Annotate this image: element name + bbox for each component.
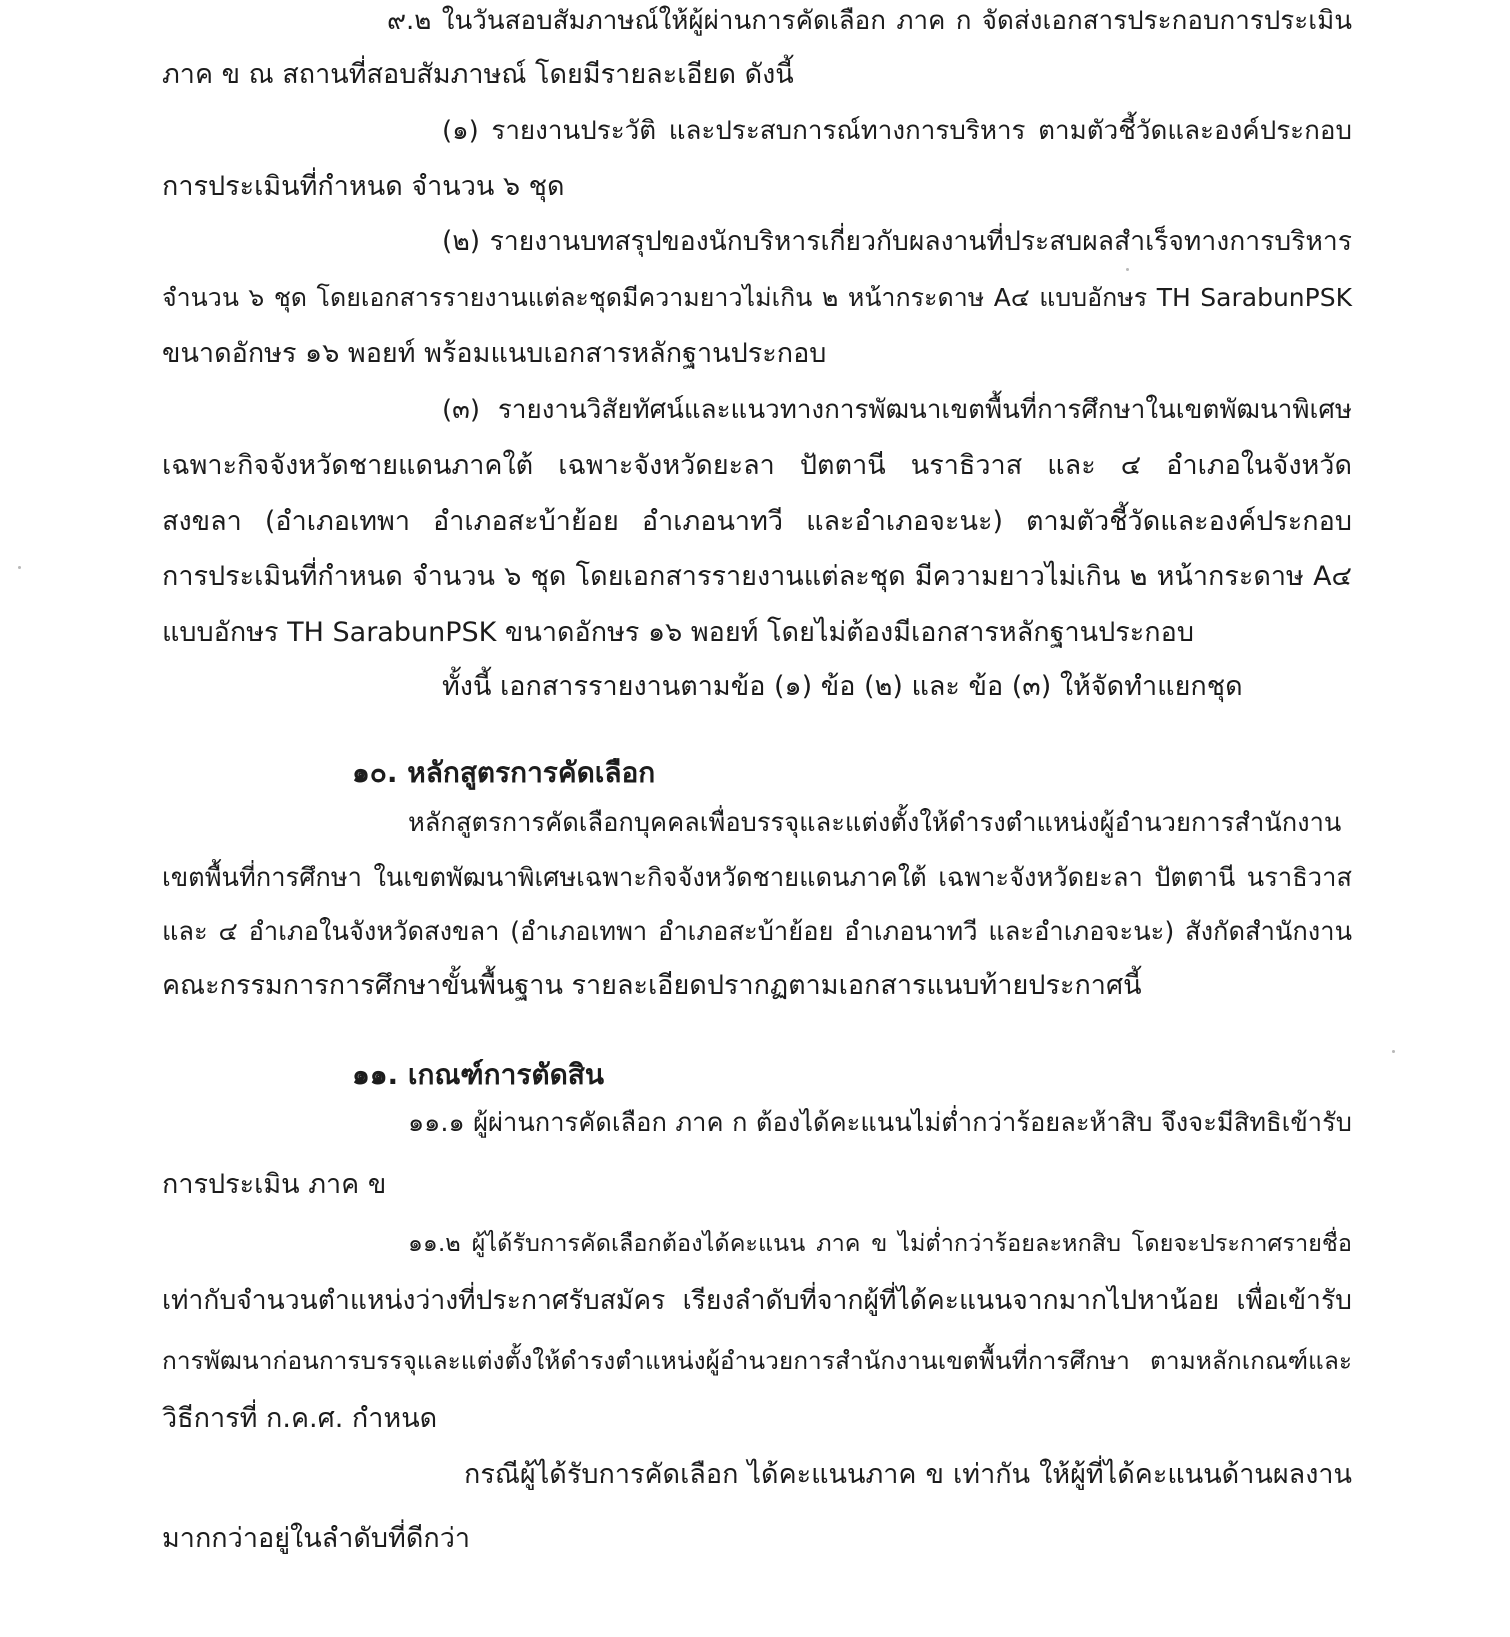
scan-speck bbox=[18, 566, 21, 569]
section-10-line-2: เขตพื้นที่การศึกษา ในเขตพัฒนาพิเศษเฉพาะกิจจังหวัดชายแดนภาคใต้ เฉพาะจังหวัดยะลา ปัตตานี นราธิวาส bbox=[162, 863, 1352, 893]
scan-speck bbox=[1126, 268, 1129, 271]
section-11-item-1-line-2: การประเมิน ภาค ข bbox=[162, 1169, 387, 1200]
section-11-item-2-line-4: วิธีการที่ ก.ค.ศ. กำหนด bbox=[162, 1403, 438, 1434]
section-11-item-2-line-2: เท่ากับจำนวนตำแหน่งว่างที่ประกาศรับสมัคร เรียงลำดับที่จากผู้ที่ได้คะแนนจากมากไปหาน้อย เพื่อเข้ารับ bbox=[162, 1285, 1352, 1316]
section-9-2-item-1-line-1: (๑) รายงานประวัติ และประสบการณ์ทางการบริหาร ตามตัวชี้วัดและองค์ประกอบ bbox=[442, 116, 1352, 146]
section-9-2-item-2-line-3: ขนาดอักษร ๑๖ พอยท์ พร้อมแนบเอกสารหลักฐานประกอบ bbox=[162, 338, 827, 369]
section-9-2-item-3-line-5: แบบอักษร TH SarabunPSK ขนาดอักษร ๑๖ พอยท์ โดยไม่ต้องมีเอกสารหลักฐานประกอบ bbox=[162, 617, 1194, 648]
section-9-2-line-2: ภาค ข ณ สถานที่สอบสัมภาษณ์ โดยมีรายละเอียด ดังนี้ bbox=[162, 59, 794, 90]
section-9-2-note: ทั้งนี้ เอกสารรายงานตามข้อ (๑) ข้อ (๒) และ ข้อ (๓) ให้จัดทำแยกชุด bbox=[442, 671, 1243, 702]
scan-speck bbox=[1392, 1050, 1395, 1053]
section-11-item-2-line-1: ๑๑.๒ ผู้ได้รับการคัดเลือกต้องได้คะแนน ภาค ข ไม่ต่ำกว่าร้อยละหกสิบ โดยจะประกาศรายชื่อ bbox=[408, 1229, 1352, 1257]
section-11-tie-line-1: กรณีผู้ได้รับการคัดเลือก ได้คะแนนภาค ข เท่ากัน ให้ผู้ที่ได้คะแนนด้านผลงาน bbox=[464, 1459, 1352, 1490]
section-9-2-item-3-line-1: (๓) รายงานวิสัยทัศน์และแนวทางการพัฒนาเขตพื้นที่การศึกษาในเขตพัฒนาพิเศษ bbox=[442, 395, 1352, 425]
section-11-heading: ๑๑. เกณฑ์การตัดสิน bbox=[352, 1058, 604, 1091]
section-11-item-2-line-3: การพัฒนาก่อนการบรรจุและแต่งตั้งให้ดำรงตำแหน่งผู้อำนวยการสำนักงานเขตพื้นที่การศึกษา ตามหลักเกณฑ์และ bbox=[162, 1346, 1352, 1375]
section-10-line-4: คณะกรรมการการศึกษาขั้นพื้นฐาน รายละเอียดปรากฏตามเอกสารแนบท้ายประกาศนี้ bbox=[162, 970, 1142, 1001]
section-9-2-item-3-line-4: การประเมินที่กำหนด จำนวน ๖ ชุด โดยเอกสารรายงานแต่ละชุด มีความยาวไม่เกิน ๒ หน้ากระดาษ A๔ bbox=[162, 561, 1352, 592]
section-9-2-item-2-line-2: จำนวน ๖ ชุด โดยเอกสารรายงานแต่ละชุดมีความยาวไม่เกิน ๒ หน้ากระดาษ A๔ แบบอักษร TH SarabunPSK bbox=[162, 283, 1352, 312]
section-10-line-3: และ ๔ อำเภอในจังหวัดสงขลา (อำเภอเทพา อำเภอสะบ้าย้อย อำเภอนาทวี และอำเภอจะนะ) สังกัดสำนักงาน bbox=[162, 917, 1352, 947]
section-10-line-1: หลักสูตรการคัดเลือกบุคคลเพื่อบรรจุและแต่งตั้งให้ดำรงตำแหน่งผู้อำนวยการสำนักงาน bbox=[408, 808, 1342, 838]
section-9-2-item-3-line-2: เฉพาะกิจจังหวัดชายแดนภาคใต้ เฉพาะจังหวัดยะลา ปัตตานี นราธิวาส และ ๔ อำเภอในจังหวัด bbox=[162, 450, 1352, 481]
section-9-2-item-2-line-1: (๒) รายงานบทสรุปของนักบริหารเกี่ยวกับผลงานที่ประสบผลสำเร็จทางการบริหาร bbox=[442, 226, 1352, 257]
section-9-2-line-1: ๙.๒ ในวันสอบสัมภาษณ์ให้ผู้ผ่านการคัดเลือก ภาค ก จัดส่งเอกสารประกอบการประเมิน bbox=[387, 6, 1352, 36]
section-9-2-item-1-line-2: การประเมินที่กำหนด จำนวน ๖ ชุด bbox=[162, 171, 565, 202]
section-10-heading: ๑๐. หลักสูตรการคัดเลือก bbox=[352, 756, 656, 789]
section-11-item-1-line-1: ๑๑.๑ ผู้ผ่านการคัดเลือก ภาค ก ต้องได้คะแนนไม่ต่ำกว่าร้อยละห้าสิบ จึงจะมีสิทธิเข้ารับ bbox=[408, 1108, 1352, 1138]
section-11-tie-line-2: มากกว่าอยู่ในลำดับที่ดีกว่า bbox=[162, 1523, 471, 1554]
section-9-2-item-3-line-3: สงขลา (อำเภอเทพา อำเภอสะบ้าย้อย อำเภอนาทวี และอำเภอจะนะ) ตามตัวชี้วัดและองค์ประกอบ bbox=[162, 506, 1352, 537]
